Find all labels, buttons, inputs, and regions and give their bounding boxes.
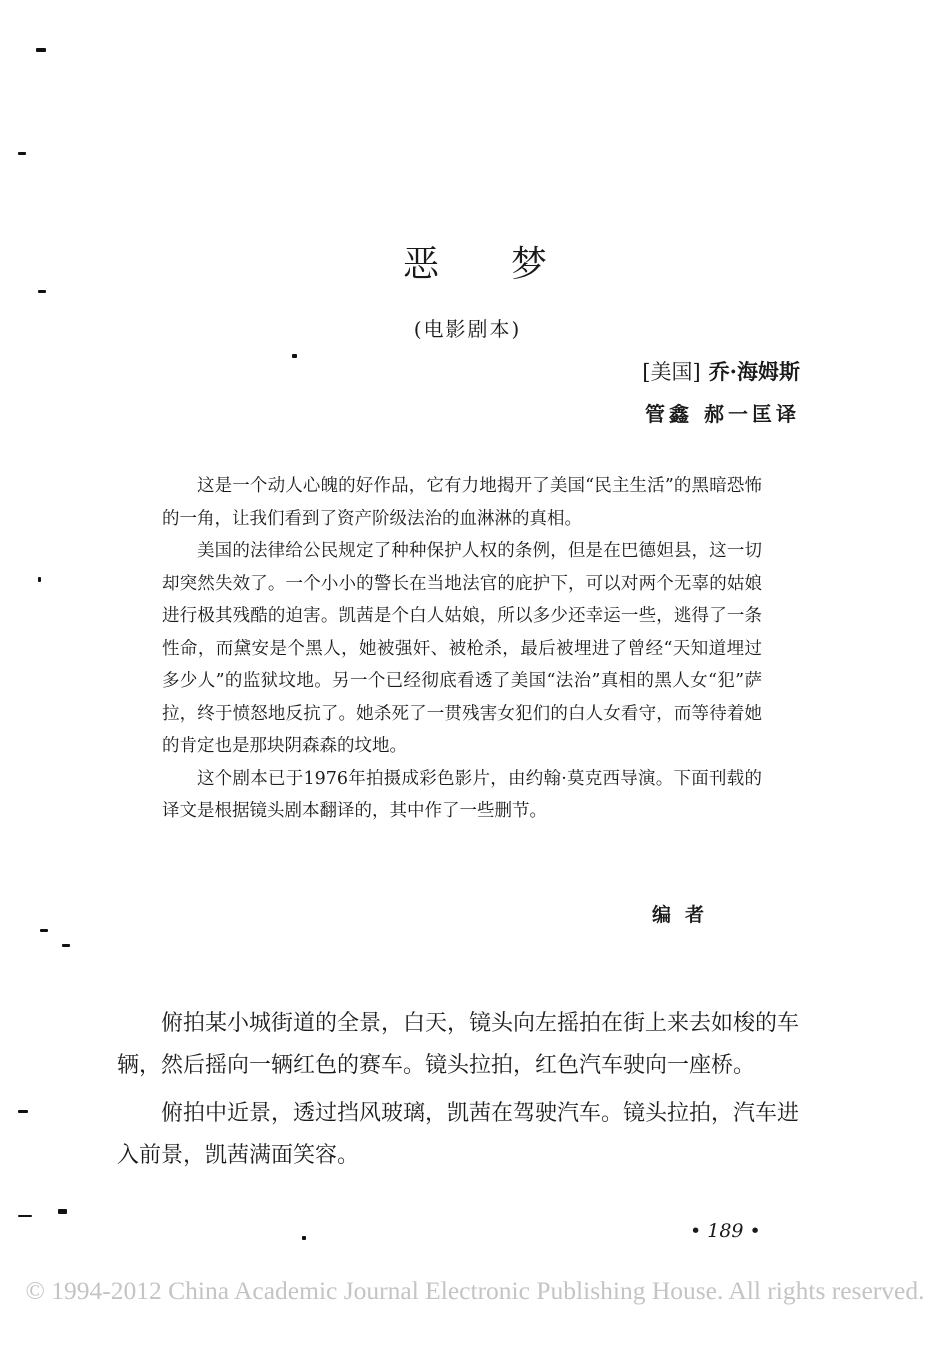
scan-speck [38,290,46,293]
scan-speck [18,1110,28,1113]
script-paragraph: 俯拍某小城街道的全景，白天，镜头向左摇拍在街上来去如梭的车辆，然后摇向一辆红色的赛车。镜头拉拍，红色汽车驶向一座桥。 [117,1011,800,1078]
scan-speck [58,1209,67,1214]
editor-signature: 编者 [652,904,719,926]
article-subtitle: (电影剧本) [413,317,522,341]
script-paragraph: 俯拍中近景，透过挡风玻璃，凯茜在驾驶汽车。镜头拉拍，汽车进入前景，凯茜满面笑容。 [117,1101,800,1168]
scan-speck [38,577,41,582]
copyright-watermark: © 1994-2012 China Academic Journal Electronic Publishing House. All rights reserved. [25,1276,925,1305]
preface-paragraph: 这个剧本已于1976年拍摄成彩色影片，由约翰·莫克西导演。下面刊载的译文是根据镜头剧本翻译的，其中作了一些删节。 [162,768,762,821]
author-name: 乔·海姆斯 [708,359,800,384]
scan-speck [302,1236,306,1240]
author-line [642,356,800,386]
article-title: 恶梦 [402,244,619,285]
author-country: [美国] [642,360,701,384]
preface-paragraph: 这是一个动人心魄的好作品，它有力地揭开了美国“民主生活”的黑暗恐怖的一角，让我们看到了资产阶级法治的血淋淋的真相。 [162,476,762,529]
editor-preface [162,470,762,828]
scan-speck [18,152,26,155]
scan-speck [36,48,46,52]
scan-speck [292,354,297,358]
preface-paragraph: 美国的法律给公民规定了种种保护人权的条例，但是在巴德妲县，这一切却突然失效了。一个小小的警长在当地法官的庇护下，可以对两个无辜的姑娘进行极其残酷的迫害。凯茜是个白人姑娘，所以多少还幸运一些，逃得了一条性命，而黛安是个黑人，她被强奸、被枪杀，最后被埋进了曾经“天知道埋过多少人”的监狱坟地。另一个已经彻底看透了美国“法治”真相的黑人女“犯”萨拉，终于愤怒地反抗了。她杀死了一贯残害女犯们的白人女看守，而等待着她的肯定也是那块阴森森的坟地。 [162,541,762,756]
script-body [117,1003,799,1183]
scan-speck [18,1215,32,1217]
translators: 管鑫 郝一匡译 [645,402,800,426]
page-number: • 189 • [690,1220,761,1242]
scan-speck [40,929,48,932]
scan-speck [62,944,70,947]
